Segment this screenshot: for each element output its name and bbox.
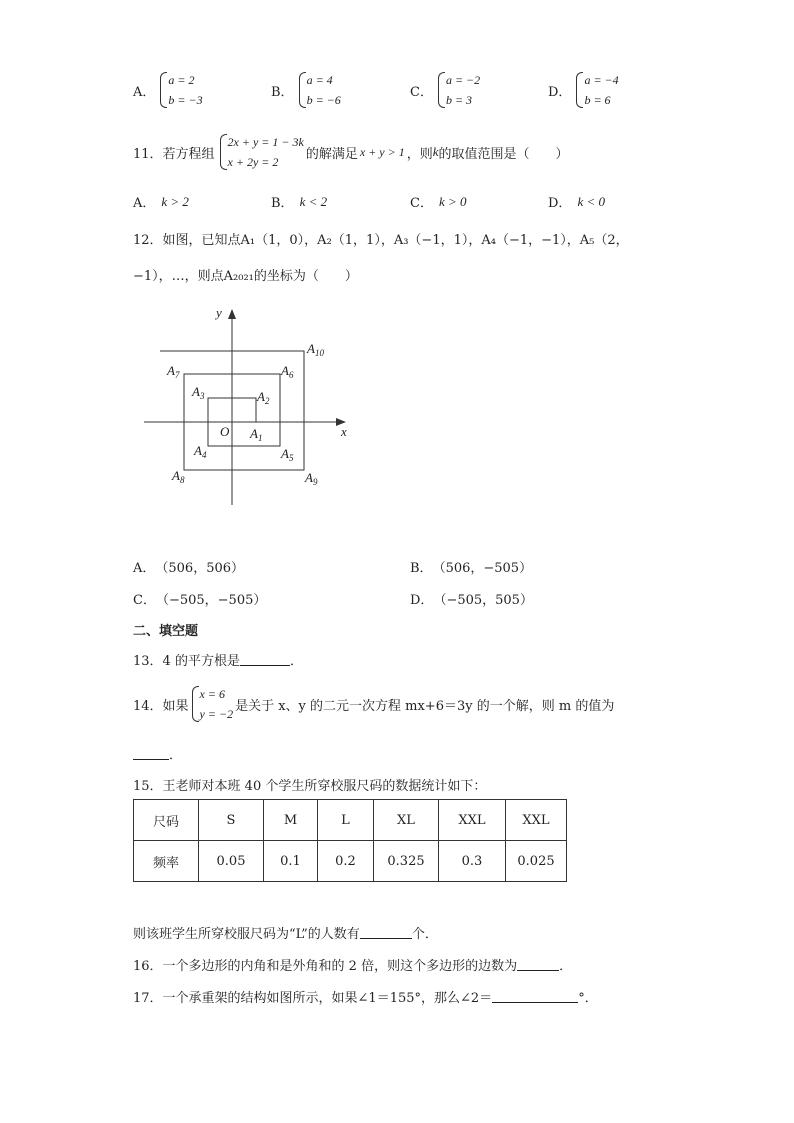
q11-system: 2x + y = 1 − 3k x + 2y = 2	[219, 132, 304, 172]
q17-answer-blank	[492, 990, 578, 1003]
label-a3: $A_3$	[192, 384, 205, 401]
axis-y-label: y	[216, 305, 222, 320]
section-title-fill-in: 二、填空题	[133, 624, 199, 639]
q10-option-d: D． a = −4 b = 6	[548, 70, 621, 110]
label-a7: $A_7$	[167, 363, 180, 380]
q12-stem-line2: −1），…，则点A₂₀₂₁的坐标为（ ）	[133, 269, 358, 284]
label-a9: $A_9$	[305, 470, 318, 487]
label-a4: $A_4$	[194, 443, 207, 460]
q11-option-a: A． k > 2	[133, 193, 189, 211]
q14-answer-blank	[133, 747, 169, 760]
q12-option-b: B． （506，−505）	[410, 561, 533, 576]
axis-x-label: x	[341, 424, 347, 439]
q11-option-b: B． k < 2	[271, 193, 328, 211]
q12-option-a: A． （506，506）	[133, 561, 245, 576]
q14-system: x = 6 y = −2	[191, 684, 234, 724]
q13: 13．4 的平方根是 ．	[133, 654, 303, 669]
q16-answer-blank	[517, 958, 559, 971]
q15-question: 则该班学生所穿校服尺码为“L”的人数有 个．	[133, 927, 438, 942]
q10-option-c-system: a = −2 b = 3	[437, 70, 480, 110]
q10-option-c: C． a = −2 b = 3	[410, 70, 482, 110]
q10-option-b-system: a = 4 b = −6	[298, 70, 341, 110]
table-row: 频率 0.05 0.1 0.2 0.325 0.3 0.025	[134, 841, 567, 882]
label-a5: $A_5$	[281, 446, 294, 463]
q11-option-d: D． k < 0	[548, 193, 605, 211]
label-a8: $A_8$	[172, 468, 185, 485]
q15-answer-blank	[360, 926, 412, 939]
q12-figure	[140, 305, 360, 515]
q16: 16．一个多边形的内角和是外角和的 2 倍，则这个多边形的边数为 ．	[133, 959, 573, 974]
label-a2: $A_2$	[257, 389, 270, 406]
q12-stem-line1: 12．如图，已知点A₁（1，0），A₂（1，1），A₃（−1，1），A₄（−1，−1），A₅（2，	[133, 233, 629, 248]
q11-option-c: C． k > 0	[410, 193, 467, 211]
q10-option-b: B． a = 4 b = −6	[271, 70, 343, 110]
q10-option-a-system: a = 2 b = −3	[159, 70, 202, 110]
q12-option-d: D． （−505，505）	[410, 593, 533, 608]
label-a6: $A_6$	[281, 363, 294, 380]
q10-option-d-system: a = −4 b = 6	[575, 70, 618, 110]
table-row: 尺码 S M L XL XXL XXL	[134, 800, 567, 841]
label-a1: $A_1$	[250, 426, 263, 443]
q14: 14．如果 x = 6 y = −2 是关于 x、y 的二元一次方程 mx+6＝3y 的一个解，则 m 的值为	[133, 684, 614, 724]
q10-option-a: A． a = 2 b = −3	[133, 70, 205, 110]
q13-answer-blank	[240, 653, 290, 666]
label-a10: $A_{10}$	[307, 341, 324, 358]
q12-option-c: C． （−505，−505）	[133, 593, 267, 608]
q15-table	[133, 799, 567, 882]
q14-answer: ．	[133, 744, 182, 763]
q15-stem: 15．王老师对本班 40 个学生所穿校服尺码的数据统计如下：	[133, 779, 487, 794]
q11-stem: 11．若方程组 2x + y = 1 − 3k x + 2y = 2 的解满足 x + y > 1 ，则 k 的取值范围是（ ）	[133, 132, 569, 172]
origin-label: O	[220, 424, 230, 439]
q17: 17．一个承重架的结构如图所示，如果∠1＝155°，那么∠2＝ °．	[133, 991, 598, 1006]
